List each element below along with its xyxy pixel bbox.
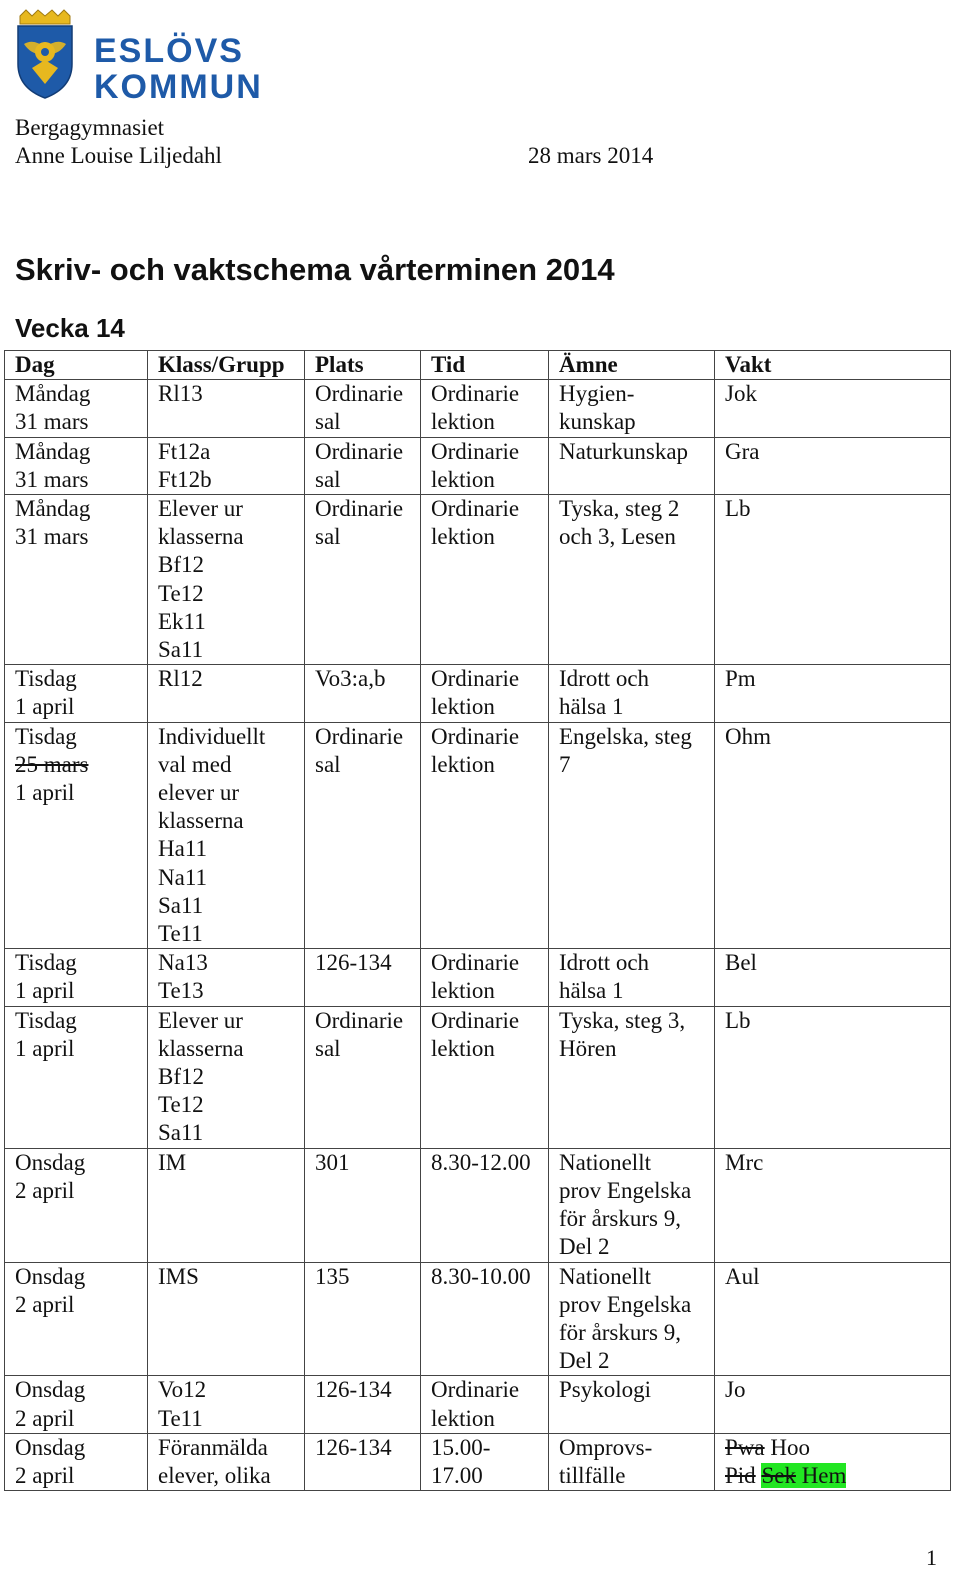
cell-tid: Ordinarie lektion <box>421 722 549 949</box>
cell-amne: Idrott och hälsa 1 <box>549 665 715 722</box>
cell-plats: Ordinarie sal <box>305 495 421 665</box>
logo <box>14 8 264 104</box>
cell-plats: Vo3:a,b <box>305 665 421 722</box>
cell-tid: Ordinarie lektion <box>421 1006 549 1148</box>
cell-vakt: Lb <box>715 1006 951 1148</box>
column-header-dag: Dag <box>5 351 148 380</box>
cell-klass: Rl12 <box>148 665 305 722</box>
table-row <box>5 495 951 665</box>
cell-tid: Ordinarie lektion <box>421 1376 549 1433</box>
table-row <box>5 665 951 722</box>
cell-dag: Måndag 31 mars <box>5 495 148 665</box>
table-row <box>5 1376 951 1433</box>
cell-vakt: Jok <box>715 380 951 437</box>
cell-dag-weekday: Tisdag <box>15 723 77 749</box>
vakt-struck-name: Pwa <box>725 1434 765 1460</box>
author-name: Anne Louise Liljedahl <box>15 143 222 168</box>
cell-amne: Engelska, steg 7 <box>549 722 715 949</box>
cell-klass: Vo12 Te11 <box>148 1376 305 1433</box>
cell-tid: Ordinarie lektion <box>421 665 549 722</box>
cell-plats: 126-134 <box>305 1376 421 1433</box>
cell-amne: Hygien- kunskap <box>549 380 715 437</box>
cell-plats: Ordinarie sal <box>305 380 421 437</box>
cell-plats: 126-134 <box>305 1433 421 1490</box>
cell-dag-date: 1 april <box>15 780 75 806</box>
table-row <box>5 1148 951 1262</box>
cell-plats: 126-134 <box>305 949 421 1006</box>
cell-amne: Idrott och hälsa 1 <box>549 949 715 1006</box>
vakt-line1 <box>725 1434 940 1462</box>
table-row <box>5 437 951 494</box>
cell-tid: Ordinarie lektion <box>421 949 549 1006</box>
cell-vakt: Lb <box>715 495 951 665</box>
vakt-replacement-name: Hem <box>801 1462 847 1488</box>
cell-dag: Tisdag 1 april <box>5 665 148 722</box>
page-number: 1 <box>926 1545 937 1570</box>
cell-vakt <box>715 1433 951 1490</box>
cell-klass: Föranmälda elever, olika <box>148 1433 305 1490</box>
cell-dag: Måndag 31 mars <box>5 437 148 494</box>
column-header-vakt: Vakt <box>715 351 951 380</box>
cell-dag: Onsdag 2 april <box>5 1262 148 1376</box>
column-header-tid: Tid <box>421 351 549 380</box>
schedule-table <box>4 350 951 1491</box>
cell-klass: IMS <box>148 1262 305 1376</box>
cell-dag: Onsdag 2 april <box>5 1433 148 1490</box>
logo-text-line2: KOMMUN <box>94 68 263 106</box>
cell-amne: Nationellt prov Engelska för årskurs 9, Del 2 <box>549 1148 715 1262</box>
cell-vakt: Ohm <box>715 722 951 949</box>
cell-amne: Omprovs- tillfälle <box>549 1433 715 1490</box>
cell-dag: Tisdag 1 april <box>5 1006 148 1148</box>
vakt-struck-name: Sek <box>761 1462 796 1488</box>
cell-tid: Ordinarie lektion <box>421 495 549 665</box>
cell-klass: Ft12a Ft12b <box>148 437 305 494</box>
cell-amne: Naturkunskap <box>549 437 715 494</box>
table-row <box>5 949 951 1006</box>
cell-plats: 301 <box>305 1148 421 1262</box>
vakt-line2 <box>725 1462 940 1490</box>
table-row <box>5 1262 951 1376</box>
cell-plats: Ordinarie sal <box>305 437 421 494</box>
cell-tid: 8.30-10.00 <box>421 1262 549 1376</box>
cell-tid: 15.00- 17.00 <box>421 1433 549 1490</box>
cell-dag-struck-date: 25 mars <box>15 751 89 777</box>
vakt-replacement-name: Hoo <box>770 1434 810 1460</box>
logo-text-line1: ESLÖVS <box>94 32 244 70</box>
vakt-struck-name: Pid <box>725 1462 756 1488</box>
column-header-amne: Ämne <box>549 351 715 380</box>
municipal-crest-icon <box>14 8 76 100</box>
cell-amne: Psykologi <box>549 1376 715 1433</box>
cell-plats: Ordinarie sal <box>305 1006 421 1148</box>
cell-vakt: Aul <box>715 1262 951 1376</box>
cell-plats: 135 <box>305 1262 421 1376</box>
column-header-klass: Klass/Grupp <box>148 351 305 380</box>
page-title: Skriv- och vaktschema vårterminen 2014 <box>15 252 615 287</box>
cell-klass: IM <box>148 1148 305 1262</box>
cell-dag <box>5 722 148 949</box>
cell-amne: Nationellt prov Engelska för årskurs 9, Del 2 <box>549 1262 715 1376</box>
cell-tid: Ordinarie lektion <box>421 437 549 494</box>
cell-dag: Måndag 31 mars <box>5 380 148 437</box>
week-heading: Vecka 14 <box>15 313 125 343</box>
cell-klass: Elever ur klasserna Bf12 Te12 Ek11 Sa11 <box>148 495 305 665</box>
table-row <box>5 1006 951 1148</box>
cell-klass: Individuellt val med elever ur klasserna Ha11 Na11 Sa11 Te11 <box>148 722 305 949</box>
cell-klass: Elever ur klasserna Bf12 Te12 Sa11 <box>148 1006 305 1148</box>
cell-vakt: Mrc <box>715 1148 951 1262</box>
cell-klass: Rl13 <box>148 380 305 437</box>
column-header-plats: Plats <box>305 351 421 380</box>
cell-plats: Ordinarie sal <box>305 722 421 949</box>
cell-vakt: Gra <box>715 437 951 494</box>
cell-vakt: Pm <box>715 665 951 722</box>
cell-vakt: Bel <box>715 949 951 1006</box>
cell-dag: Onsdag 2 april <box>5 1148 148 1262</box>
table-header-row <box>5 351 951 380</box>
cell-amne: Tyska, steg 2 och 3, Lesen <box>549 495 715 665</box>
cell-klass: Na13 Te13 <box>148 949 305 1006</box>
cell-tid: 8.30-12.00 <box>421 1148 549 1262</box>
school-name: Bergagymnasiet <box>15 115 165 140</box>
cell-dag: Onsdag 2 april <box>5 1376 148 1433</box>
cell-vakt: Jo <box>715 1376 951 1433</box>
cell-dag: Tisdag 1 april <box>5 949 148 1006</box>
document-date: 28 mars 2014 <box>528 143 654 168</box>
cell-amne: Tyska, steg 3, Hören <box>549 1006 715 1148</box>
table-row <box>5 722 951 949</box>
table-row <box>5 1433 951 1490</box>
table-row <box>5 380 951 437</box>
cell-tid: Ordinarie lektion <box>421 380 549 437</box>
